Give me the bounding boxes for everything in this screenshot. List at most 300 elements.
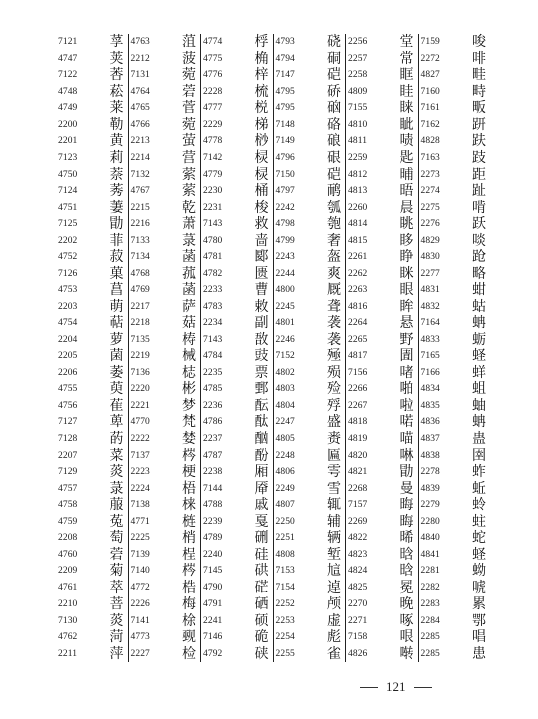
entry-character: 啧 (399, 133, 414, 150)
code-entry (346, 282, 418, 299)
code-entry (419, 398, 491, 415)
code-entry (346, 580, 418, 597)
code-entry (419, 332, 491, 349)
code-entry (56, 596, 128, 613)
entry-character: 菀 (182, 116, 196, 133)
code-entry (129, 299, 201, 316)
code-entry (346, 67, 418, 84)
entry-code: 2272 (420, 53, 440, 64)
code-entry (274, 51, 346, 68)
entry-code: 7134 (130, 252, 150, 263)
entry-code: 2239 (203, 516, 223, 527)
entry-character: 袭 (327, 315, 341, 332)
entry-code: 4840 (420, 533, 440, 544)
code-entry (346, 629, 418, 646)
entry-character: 菓 (109, 265, 124, 282)
entry-code: 7136 (130, 367, 150, 378)
code-entry (419, 497, 491, 514)
entry-code: 2233 (203, 285, 223, 296)
footer-dash-right (414, 687, 432, 688)
entry-code: 2253 (275, 615, 295, 626)
code-entry (56, 398, 128, 415)
code-entry (419, 348, 491, 365)
entry-code: 4811 (348, 136, 368, 147)
entry-character: 喵 (399, 431, 414, 448)
entry-code: 2212 (130, 53, 150, 64)
entry-code: 2243 (275, 252, 295, 263)
entry-character: 票 (254, 364, 269, 381)
entry-code: 2275 (420, 202, 440, 213)
entry-code: 4779 (203, 169, 223, 180)
code-entry (129, 530, 201, 547)
code-entry (346, 646, 418, 663)
entry-code: 4772 (130, 582, 150, 593)
entry-code: 4788 (203, 500, 223, 511)
entry-code: 4796 (275, 152, 295, 163)
entry-code: 2285 (420, 648, 440, 659)
code-entry (274, 497, 346, 514)
entry-code: 4807 (275, 500, 295, 511)
code-entry (419, 563, 491, 580)
entry-code: 4829 (420, 235, 440, 246)
entry-character: 蚴 (472, 563, 486, 580)
entry-code: 2266 (348, 384, 368, 395)
entry-code: 2245 (275, 301, 295, 312)
code-entry (129, 216, 201, 233)
code-entry (201, 480, 273, 497)
entry-code: 2218 (130, 318, 150, 329)
entry-character: 菹 (182, 34, 196, 51)
entry-code: 7132 (130, 169, 150, 180)
entry-character: 眼 (399, 282, 414, 299)
code-entry (129, 265, 201, 282)
entry-character: 畤 (472, 83, 486, 100)
code-entry (201, 497, 273, 514)
entry-code: 4752 (58, 252, 78, 263)
code-entry (129, 84, 201, 101)
entry-character: 梭 (254, 199, 269, 216)
entry-character: 距 (472, 166, 486, 183)
entry-character: 婪 (182, 431, 196, 448)
entry-code: 2206 (58, 367, 78, 378)
entry-code: 2226 (130, 599, 150, 610)
entry-code: 4837 (420, 434, 440, 445)
entry-character: 萃 (109, 579, 124, 596)
entry-character: 菡 (182, 249, 196, 266)
code-entry (346, 51, 418, 68)
entry-code: 7121 (58, 37, 78, 48)
entry-code: 4800 (275, 285, 295, 296)
code-entry (419, 546, 491, 563)
entry-code: 7124 (58, 186, 78, 197)
entry-code: 2279 (420, 500, 440, 511)
entry-character: 畦 (472, 67, 486, 84)
entry-code: 7165 (420, 351, 440, 362)
code-entry (129, 546, 201, 563)
entry-code: 7143 (203, 219, 223, 230)
entry-code: 2215 (130, 202, 150, 213)
code-entry (201, 67, 273, 84)
entry-code: 2201 (58, 136, 78, 147)
entry-code: 4820 (348, 450, 368, 461)
entry-character: 蚱 (472, 464, 486, 481)
code-entry (419, 365, 491, 382)
entry-character: 菘 (109, 83, 124, 100)
entry-character: 梾 (182, 497, 196, 514)
entry-character: 棂 (254, 166, 269, 183)
code-entry (274, 546, 346, 563)
entry-character: 梯 (254, 116, 269, 133)
code-entry (56, 183, 128, 200)
entry-code: 2234 (203, 318, 223, 329)
entry-code: 7143 (203, 334, 223, 345)
code-entry (274, 365, 346, 382)
entry-character: 颅 (327, 596, 341, 613)
entry-character: 蚰 (472, 397, 486, 414)
entry-code: 2264 (348, 318, 368, 329)
entry-code: 7123 (58, 152, 78, 163)
entry-code: 4798 (275, 219, 295, 230)
entry-code: 4790 (203, 582, 223, 593)
code-entry (129, 117, 201, 134)
entry-code: 4770 (130, 417, 150, 428)
code-entry (201, 563, 273, 580)
entry-code: 4758 (58, 500, 78, 511)
entry-character: 豉 (254, 348, 269, 365)
entry-character: 晗 (399, 563, 414, 580)
code-entry (129, 365, 201, 382)
code-entry (56, 480, 128, 497)
code-entry (419, 381, 491, 398)
entry-character: 跃 (472, 216, 486, 233)
code-entry (274, 332, 346, 349)
entry-character: 械 (182, 348, 196, 365)
code-entry (201, 299, 273, 316)
entry-character: 萦 (182, 166, 196, 183)
code-entry (419, 431, 491, 448)
entry-code: 4823 (348, 549, 368, 560)
entry-character: 梌 (182, 612, 196, 629)
entry-code: 2219 (130, 351, 150, 362)
entry-character: 敔 (254, 331, 269, 348)
entry-code: 7156 (348, 367, 368, 378)
entry-character: 辆 (327, 530, 341, 547)
entry-character: 硔 (254, 563, 269, 580)
entry-character: 晨 (399, 199, 414, 216)
entry-character: 荚 (109, 50, 124, 67)
entry-character: 梦 (182, 397, 196, 414)
entry-code: 4747 (58, 53, 78, 64)
entry-character: 晞 (399, 530, 414, 547)
code-entry (419, 629, 491, 646)
code-entry (419, 67, 491, 84)
code-entry (201, 84, 273, 101)
entry-code: 7152 (275, 351, 295, 362)
code-entry (346, 249, 418, 266)
entry-character: 桴 (254, 34, 269, 51)
entry-code: 7163 (420, 152, 440, 163)
code-entry (346, 447, 418, 464)
code-entry (201, 216, 273, 233)
entry-code: 7135 (130, 334, 150, 345)
entry-character: 萜 (109, 315, 124, 332)
entry-code: 4768 (130, 268, 150, 279)
code-entry (56, 365, 128, 382)
entry-code: 2222 (130, 434, 150, 445)
code-entry (419, 414, 491, 431)
entry-code: 2246 (275, 334, 295, 345)
entry-code: 4754 (58, 318, 78, 329)
entry-code: 4831 (420, 285, 440, 296)
entry-character: 雪 (327, 480, 341, 497)
entry-character: 菔 (109, 497, 124, 514)
entry-code: 2251 (275, 533, 295, 544)
code-entry (346, 613, 418, 630)
entry-character: 蛎 (472, 331, 486, 348)
code-entry (201, 381, 273, 398)
entry-code: 7147 (275, 70, 295, 81)
entry-code: 4778 (203, 136, 223, 147)
entry-code: 4797 (275, 186, 295, 197)
code-entry (201, 133, 273, 150)
code-entry (346, 232, 418, 249)
entry-code: 2268 (348, 483, 368, 494)
code-entry (419, 464, 491, 481)
entry-character: 晡 (399, 166, 414, 183)
code-entry (129, 381, 201, 398)
entry-character: 啉 (399, 447, 414, 464)
entry-character: 副 (254, 315, 269, 332)
code-entry (274, 232, 346, 249)
entry-character: 堑 (327, 546, 341, 563)
code-entry (419, 613, 491, 630)
entry-character: 爽 (327, 265, 341, 282)
entry-character: 勒 (109, 116, 124, 133)
code-entry (129, 464, 201, 481)
code-entry (201, 183, 273, 200)
entry-character: 喏 (399, 414, 414, 431)
entry-character: 硭 (254, 579, 269, 596)
entry-code: 2207 (58, 450, 78, 461)
code-entry (201, 249, 273, 266)
entry-character: 眦 (399, 116, 414, 133)
entry-character: 晦 (399, 513, 414, 530)
code-entry (419, 133, 491, 150)
entry-code: 2250 (275, 516, 295, 527)
entry-character: 蛊 (472, 431, 486, 448)
entry-character: 硕 (254, 612, 269, 629)
entry-character: 晦 (399, 497, 414, 514)
entry-character: 硚 (327, 83, 341, 100)
entry-code: 4805 (275, 434, 295, 445)
entry-character: 悬 (399, 315, 414, 332)
entry-character: 硠 (327, 133, 341, 150)
entry-code: 7140 (130, 566, 150, 577)
entry-character: 蛉 (472, 497, 486, 514)
entry-character: 辅 (327, 513, 341, 530)
code-entry (201, 447, 273, 464)
entry-code: 2209 (58, 566, 78, 577)
entry-character: 菉 (109, 480, 124, 497)
code-entry (346, 84, 418, 101)
entry-character: 菽 (109, 249, 124, 266)
entry-character: 眭 (399, 83, 414, 100)
code-entry (56, 563, 128, 580)
entry-code: 2276 (420, 219, 440, 230)
entry-character: 硇 (327, 100, 341, 117)
code-entry (274, 34, 346, 51)
entry-code: 4749 (58, 103, 78, 114)
entry-code: 2271 (348, 615, 368, 626)
code-entry (56, 34, 128, 51)
entry-code: 7149 (275, 136, 295, 147)
code-entry (56, 447, 128, 464)
code-entry (419, 100, 491, 117)
entry-character: 梗 (182, 464, 196, 481)
entry-code: 2258 (348, 70, 368, 81)
entry-character: 啬 (254, 232, 269, 249)
entry-code: 4817 (348, 351, 368, 362)
entry-character: 聋 (327, 298, 341, 315)
entry-character: 酝 (254, 397, 269, 414)
code-entry (346, 398, 418, 415)
entry-code: 2231 (203, 202, 223, 213)
entry-character: 棁 (254, 100, 269, 117)
entry-character: 殓 (327, 381, 341, 398)
entry-character: 硗 (327, 34, 341, 51)
entry-code: 4809 (348, 86, 368, 97)
code-entry (129, 497, 201, 514)
entry-code: 4830 (420, 252, 440, 263)
entry-character: 蛀 (472, 513, 486, 530)
entry-code: 4834 (420, 384, 440, 395)
entry-character: 梏 (182, 579, 196, 596)
entry-code: 2270 (348, 599, 368, 610)
entry-character: 菲 (109, 232, 124, 249)
entry-character: 哏 (399, 629, 414, 646)
code-entry (419, 84, 491, 101)
entry-code: 4780 (203, 235, 223, 246)
code-entry (274, 580, 346, 597)
entry-code: 4814 (348, 219, 368, 230)
entry-character: 圉 (472, 447, 486, 464)
code-entry (129, 199, 201, 216)
entry-code: 7161 (420, 103, 440, 114)
entry-code: 2247 (275, 417, 295, 428)
entry-character: 酗 (254, 431, 269, 448)
entry-code: 4799 (275, 235, 295, 246)
entry-code: 2282 (420, 582, 440, 593)
code-entry (346, 332, 418, 349)
footer-dash-left (360, 687, 378, 688)
code-entry (201, 332, 273, 349)
entry-code: 2274 (420, 186, 440, 197)
entry-character: 莱 (109, 100, 124, 117)
entry-character: 啃 (472, 199, 486, 216)
code-entry (129, 249, 201, 266)
code-entry (129, 596, 201, 613)
code-entry (129, 480, 201, 497)
entry-code: 4783 (203, 301, 223, 312)
entry-code: 7126 (58, 268, 78, 279)
entry-code: 4756 (58, 400, 78, 411)
entry-character: 梅 (182, 596, 196, 613)
entry-character: 菂 (109, 431, 124, 448)
code-entry (129, 447, 201, 464)
entry-character: 萄 (109, 530, 124, 547)
entry-code: 4795 (275, 86, 295, 97)
entry-code: 4795 (275, 103, 295, 114)
code-entry (274, 150, 346, 167)
code-entry (201, 166, 273, 183)
entry-code: 2220 (130, 384, 150, 395)
entry-character: 晤 (399, 183, 414, 200)
entry-code: 4766 (130, 119, 150, 130)
entry-code: 4777 (203, 103, 223, 114)
code-entry (274, 398, 346, 415)
entry-code: 2224 (130, 483, 150, 494)
code-entry (129, 398, 201, 415)
entry-character: 唆 (472, 34, 486, 51)
code-entry (419, 596, 491, 613)
entry-character: 硖 (254, 645, 269, 662)
code-entry (274, 348, 346, 365)
entry-code: 7157 (348, 500, 368, 511)
entry-character: 畈 (472, 100, 486, 117)
entry-code: 4767 (130, 186, 150, 197)
entry-character: 蚺 (472, 414, 486, 431)
entry-character: 瓠 (327, 199, 341, 216)
code-entry (201, 51, 273, 68)
code-entry (129, 646, 201, 663)
entry-code: 2257 (348, 53, 368, 64)
entry-character: 袭 (327, 331, 341, 348)
entry-character: 雩 (327, 464, 341, 481)
entry-character: 趼 (472, 116, 486, 133)
entry-code: 7150 (275, 169, 295, 180)
code-entry (274, 596, 346, 613)
code-entry (129, 183, 201, 200)
code-entry (346, 150, 418, 167)
entry-code: 4826 (348, 648, 368, 659)
entry-character: 晗 (399, 546, 414, 563)
code-entry (274, 84, 346, 101)
code-entry (274, 563, 346, 580)
entry-character: 蚯 (472, 480, 486, 497)
code-entry (346, 133, 418, 150)
entry-code: 7129 (58, 467, 78, 478)
entry-character: 黄 (109, 133, 124, 150)
entry-character: 眺 (399, 216, 414, 233)
entry-code: 4791 (203, 599, 223, 610)
code-entry (346, 166, 418, 183)
entry-code: 4764 (130, 86, 150, 97)
code-entry (419, 646, 491, 663)
entry-code: 4828 (420, 136, 440, 147)
entry-character: 啦 (399, 397, 414, 414)
entry-code: 4782 (203, 268, 223, 279)
entry-code: 4760 (58, 549, 78, 560)
entry-character: 桯 (182, 546, 196, 563)
entry-character: 莠 (109, 183, 124, 200)
code-entry (419, 166, 491, 183)
entry-character: 梧 (182, 480, 196, 497)
entry-character: 堂 (399, 34, 414, 51)
entry-code: 4815 (348, 235, 368, 246)
entry-code: 2280 (420, 516, 440, 527)
entry-code: 7141 (130, 615, 150, 626)
entry-code: 4802 (275, 367, 295, 378)
